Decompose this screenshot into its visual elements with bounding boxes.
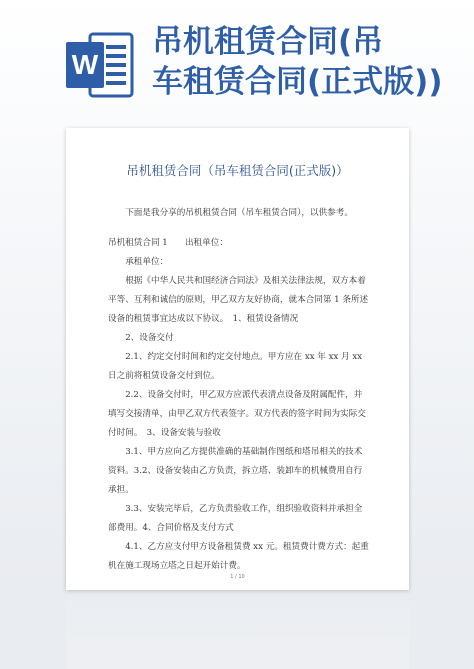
paragraph-delivery-heading: 2、设备交付	[125, 333, 174, 343]
paragraph-intro: 下面是我分享的吊机租赁合同（吊车租赁合同），以供参考。	[125, 208, 353, 218]
paragraph-lessee: 承租单位：	[125, 257, 169, 267]
paragraph-2-2: 2.2、设备交付时，甲乙双方应派代表清点设备及附属配件，并填写交接清单，由甲乙双方代表签字。双方代表的签字时间为实际交付时间。 3、设备安装与验收	[108, 390, 366, 438]
document-title: 吊机租赁合同（吊车租赁合同(正式版)）	[126, 163, 349, 178]
header	[0, 0, 474, 120]
header-title	[152, 22, 467, 102]
paragraph-preamble: 根据《中华人民共和国经济合同法》及相关法律法规，双方本着平等、互利和诚信的原则，甲乙双方友好协商，就本合同第 1 条所述设备的租赁事宜达成以下协议。 1、租赁设备情况	[108, 276, 369, 324]
paragraph-2-1: 2.1、约定交付时间和约定交付地点。甲方应在 xx 年 xx 月 xx 日之前将租赁设备交付到位。	[108, 352, 363, 381]
header-title-line-1: 吊机租赁合同(吊	[152, 24, 384, 60]
word-document-icon	[64, 30, 136, 100]
paragraph-3-1: 3.1、甲方应向乙方提供准确的基础制作图纸和塔吊相关的技术资料。3.2、设备安装由乙方负责，拆立塔、装卸车的机械费用自行承担。	[108, 447, 363, 495]
paragraph-4-1: 4.1、乙方应支付甲方设备租赁费 xx 元。租赁费计费方式：起重机在施工现场立塔之日起开始计费。	[108, 542, 369, 571]
document-page	[66, 128, 409, 590]
svg-text:W: W	[71, 49, 99, 80]
page-number: 1 / 10	[230, 574, 245, 580]
document-body	[108, 204, 370, 576]
header-title-line-2: 车租赁合同(正式版))	[152, 64, 443, 100]
paragraph-3-3: 3.3、安装完毕后，乙方负责验收工作，组织验收资料并承担全部费用。4、合同价格及支付方式	[108, 504, 363, 533]
paragraph-lessor: 吊机租赁合同 1 出租单位：	[108, 238, 228, 248]
page-fade-overlay	[66, 580, 409, 669]
